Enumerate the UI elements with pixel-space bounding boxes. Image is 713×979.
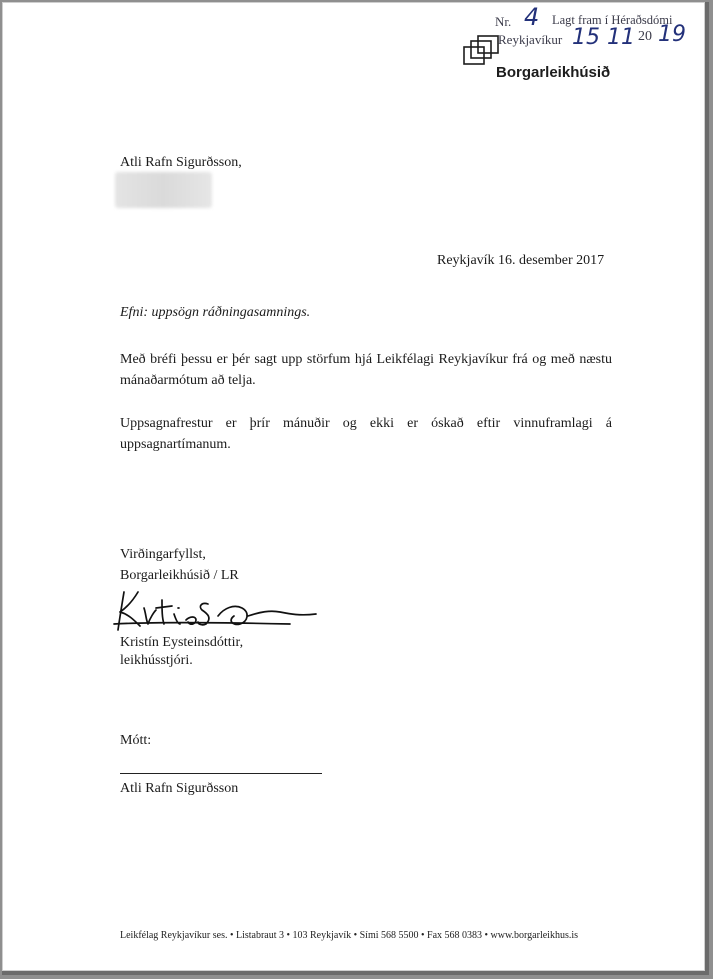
stamp-city-label: Reykjavíkur xyxy=(498,32,563,47)
paragraph-1: Með bréfi þessu er þér sagt upp störfum hjá Leikfélagi Reykjavíkur frá og með næstu mánaðarmótum að telja. xyxy=(120,352,612,388)
letter-date: Reykjavík 16. desember 2017 xyxy=(437,253,605,268)
receipt-signature-line xyxy=(120,773,322,774)
letter-subject: Efni: uppsögn ráðningasamnings. xyxy=(120,305,311,320)
closing-salutation: Virðingarfyllst, xyxy=(120,547,206,562)
stamp-court-label: Lagt fram í Héraðsdómi xyxy=(552,13,673,27)
stamp-year-printed: 20 xyxy=(638,29,652,44)
letter-page xyxy=(2,2,709,975)
letter-footer: Leikfélag Reykjavíkur ses. • Listabraut 3 • 103 Reykjavík • Sími 568 5500 • Fax 568 0383 • www.borgarleikhus.is xyxy=(120,930,579,941)
paragraph-2: Uppsagnafrestur er þrír mánuðir og ekki er óskað eftir vinnuframlagi á uppsagnartímanum. xyxy=(120,416,612,452)
stamp-nr-label: Nr. xyxy=(495,14,512,29)
stamp-date-handwritten: 15 11 xyxy=(572,25,635,50)
receipt-name: Atli Rafn Sigurðsson xyxy=(120,781,239,796)
closing-organization: Borgarleikhúsið / LR xyxy=(120,568,239,583)
receipt-label: Mótt: xyxy=(120,733,152,748)
signer-title: leikhússtjóri. xyxy=(120,653,193,668)
borgarleikhusid-logo-icon xyxy=(461,35,501,69)
stamp-year-handwritten: 19 xyxy=(658,22,686,47)
logo-name: Borgarleikhúsið xyxy=(496,64,611,81)
signer-name: Kristín Eysteinsdóttir, xyxy=(120,635,244,650)
recipient-name: Atli Rafn Sigurðsson, xyxy=(120,155,242,170)
redacted-address xyxy=(115,172,212,208)
handwritten-signature xyxy=(110,586,330,636)
stamp-nr-value: 4 xyxy=(524,3,540,31)
